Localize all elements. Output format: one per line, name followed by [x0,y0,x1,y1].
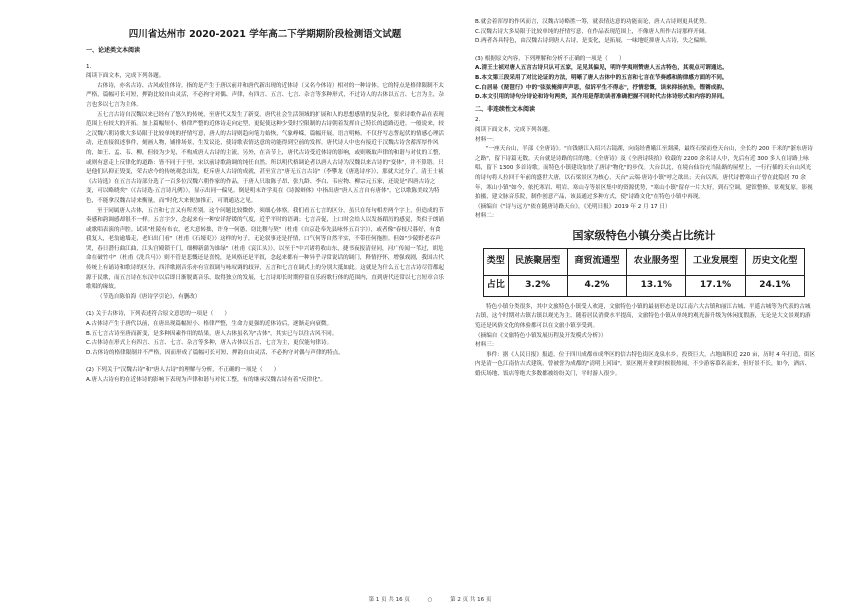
answer-option: C.白居易《琵琶行》中的"弦弦掩抑声声思，似诉平生不得志"，抒情悲慨，读来抑扬抗坠，铿锵成韵。 [475,84,728,91]
instruction: 阅读下面文本，完成下列各题。 [86,73,165,80]
page-footer [0,595,860,603]
material-source: （摘编自《"诗与远方"依在随唐诗路天台》，《光明日报》2019 年 2 月 17 日） [475,203,671,210]
material-label: 材料二： [475,213,498,220]
question-stem: (3) 根据原文内容，下列理解和分析不正确的一项是（ ） [475,55,625,62]
answer-option: D.本文引用的诗句分诗论和诗句两类，其作用是帮助读者准确把握不同时代古体诗形式和内容的异同。 [475,94,728,101]
answer-option: D.两者各具特色，由汉魏古诗到唐人古诗，是变化，是拓展，一味地贬抑唐人古诗，失之偏颇。 [475,38,711,45]
table-row [484,275,805,296]
answer-option: D.古体诗的格律限制并不严格，因而形成了篇幅可长可短、押韵自由灵活、不必拘守对偶与声律的特点。 [86,349,344,356]
material-label: 材料三： [475,342,498,349]
answer-option: C.汉魏古诗大多局限于比较单纯的抒情写意，在作品表现范围上，不像唐人所作古诗那样开阔。 [475,28,711,35]
table-header-cell: 历史文化型 [745,248,804,275]
material-text: 特色小镇分类很多，其中文旅特色小镇受人欢迎，文旅特色小镇的最初形态是以江南六大古镇和丽江古城、平遥古城等为代表的古城古镇，这个时期对古镇古镇以观光为主，随着居民消费水平提高，文旅特色小镇从单纯的观光游升级为休闲度假游，无论是大文景观的游览还是风俗文化的体验都可以在文旅小镇享受到。 [475,303,811,330]
section-heading: 一、论述类文本阅读 [86,47,141,54]
left-page [86,18,444,386]
material-label: 材料一： [475,136,498,143]
table-header-cell: 商贸流通型 [567,248,626,275]
answer-option: B.五七言古诗至唐而新变，是多种因素作用的结果，唐人古体虽名为"古体"，其实已与以往古风不同。 [86,330,338,337]
answer-option: C.古体诗在形式上有四言、五言、七言、杂言等多种，唐人古体以五言、七言为主，更仅能句律诗。 [86,340,333,347]
table-cell: 13.1% [627,275,686,296]
section-heading: 二、非连续性文本阅读 [475,105,536,113]
material-text: 事件：据《人民日报》报道，位于四川成都市成华区的信古特色街区龙泉水乡，投资巨大，占地面积近 220 亩，历时 4 年打造，街区内是清一色江南仿古式建筑，曾被誉为成都的"清明上河园"。景区刚开业的时候很热闹，不少游客慕名而来，但好景不长，如今，酒店、婚庆场地、饭店等绝大多数都被纷纷关门，平时游人很少。 [475,351,816,378]
page-number-right: 第 2 页 共 16 页 [450,597,492,603]
question-stem: (2) 下列关于"汉魏古诗"和"唐人古诗"的理解与分析，不正确的一项是（ ） [86,367,280,374]
answer-option: A.唐人古诗有的在近体诗的影响下表现为声律和谐与对仗工整，有的继承汉魏古诗有着"反律化"。 [86,377,326,383]
question-number: 2. [475,117,481,124]
table-cell: 3.2% [508,275,567,296]
chart-title: 国家级特色小镇分类占比统计 [572,228,716,242]
category-table [483,248,805,297]
question-number: 1. [86,63,92,70]
table-header-cell: 农业服务型 [627,248,686,275]
right-page [475,18,815,380]
table-cell: 4.2% [567,275,626,296]
instruction: 阅读下面文本，完成下列各题。 [475,126,554,133]
table-header-cell: 类型 [484,248,509,275]
material-text: "一座天台山，半部《全唐诗》。"自钱塘江入绍兴古镜湖，向南经曹娥江至剡溪，最终石梁而登天台山，全长约 200 千米的"浙东唐诗之路"，留下诗篇无数。天台就是诗路的目的地。《全唐诗》及《全唐诗续拾》收载的 2200 余名诗人中，先后有近 300 多人在诗路上咏唱，留下 1300 多首诗歌。而特色小镇建设加快了唐诗"物化"的步伐。大台以北，在境台仙谷充当陆路的屋壁上，一行行插的天台山风光的诗句将人拉回千年前的盛世大唐，以石梁景区为核心，天台"云端·唐诗小镇"呼之欲出；天台以西，唐代诗僧寒山子曾在此隐居 70 余年，寒山小镇"如今，依托寒岩、明岩、寒山寺等景区集中的资源优势，"寒山小镇"留存一片大好，到石空调，建馆整修，景观复原，影视拍摄，建文脉音乐院，制作创意产品，该县通过多种方式，使"诗路文化"在特色小镇中再现。 [475,146,813,201]
table-header-cell: 工业发展型 [686,248,745,275]
passage-source: （节选自陈伯海《唐诗学引论》，有删改） [97,293,201,300]
passage-paragraph: 至于同属唐人古体，五言和七言又有所差别。这个问题比较微妙，须细心体察。我们看五七言的区分，虽只在每句相差两个字上，但造成的节奏感和韵调感却很不一样。五言字少，念起来有一种安详舒缓的气度，近乎平时的语调；七言音促，上口时会给人以发扬蹈厉的感觉，类似于朗诵或歌唱表演的声腔。试读"杜陵有布衣，老大意转拙，许身一何愚，窃比稷与契"（杜甫《自京赴奉先县咏怀五百字》），或者像"春枝尺暮好，有食我复人，老翁逾墙走，老妇出门看"（杜甫《石壕吏》）这样的句子，无论叙事还是抒情，口气何等自然平实，不带任何拖腔。但如"少陵野老吞声哭，春日潜行曲江曲，江头宫殿锁千门，细柳新蒲为谁绿"（杜甫《哀江头》），以至于"中兴诸将收山东，捷书夜报清昼同，河广传闻一苇过，胡危命在破竹中"（杜甫《洗兵马》）则不管是悲慨还是喜悦，是风格还是平叙，念起来都有一种异乎寻常说话的调门，释情抒怀，增强戏剧，我国古代传统上有诵诗和歌诗的区分，西洋歌剧音乐亦有宣叙调与咏叹调的歧异，五言和七言在调式上的分别大抵如此。这就是为什么五七言古诗尽管都起源于民歌，而五言诗在东汉中以后即日渐脱离音乐，取得独立的发展，七言诗却长时期停留在乐府歌行体的范围内，直到唐代还常以七言短章合乐歌唱的缘故。 [86,207,445,291]
table-row-label: 占比 [484,275,509,296]
town-category-chart [483,228,805,297]
question-stem: (1) 关于古体诗，下列表述符合原文意思的一项是（ ） [86,311,230,318]
page-number-left: 第 1 页 共 16 页 [368,597,410,603]
exam-title: 四川省达州市 2020-2021 学年高二下学期期阶段检测语文试题 [128,29,402,40]
material-source: （摘编自《文旅特色小镇发展历程及开发模式分析》） [475,332,607,339]
page-separator: ○ [427,597,433,603]
table-header-cell: 民族聚居型 [508,248,567,275]
passage-paragraph: 五七言古诗自汉魏以来已经有了悠久的传统，至唐代又发生了新变。唐代社会生活领域的扩展和人的思想感情的复杂化，要求诗歌作品在表现范围上有较大的开拓。加上篇幅短小、格律严整的近体诗走向定型，更促使这种少受时空限制的古诗朝着发挥自己特长的道路迈进。一般说来，较之汉魏六朝诗歌大多局限于比较单纯的抒情写意，唐人的古诗则趋向笔力始恢，气象峥嵘，篇幅开展，语言明畅，不仅抒写志誓起伏的情感心理活动，还直接叙述事件，刻画人物，铺排场景，生发议论，使诗歌表情达意的功能得到空前的发挥。唐代诗人中也有接近于汉魏古诗含蓄浑厚作风的，如王、孟、韦、柳，但较为少见，不构成唐人古诗的主流。另外，在音节上，唐代古诗受近体诗的影响，或则吸取声律的和谐与对仗的工整，或则有意走上反律化的道路：皆不同于于里，宋以前诗歌韵调的纯任自然。所以明代格调论者以唐人古诗为汉魏以来古诗的"变体"，并不算错。只是他们认抑正毁变，荣古虐今的传统观念出发，贬斥唐人古诗的成就，甚至宣言"唐无五言古诗"（李攀龙《唐选诗序》），那就大过分了。清王士祯《古诗选》在五言古诗部分选了一百多位汉魏六朝作家的作品，于唐人只取陈子昂、张九龄、李白、韦应物、柳宗元五家，还说是"四唐古诗之变，可以略晓矣"（《古诗选·五言诗凡例》），显示出同一偏见。倒是明末许学夷在《诗源辩体》中指出唐"唐人五言自有唐体"，它以歌陈美纹为特色，不能拿汉魏古诗来衡量，而"时化大来便加推正，可谓通达之见。 [86,111,445,204]
answer-option: B.就会着浑厚的作风而言，汉魏古诗略胜一筹，就表情达意的功能而论，唐人古诗则更具优势。 [475,19,710,25]
table-header-row [484,248,805,275]
answer-option: A.清王士祯对唐人五言古诗只认可五家，足见其偏见，明许学夷则赞唐人五古特色，其观点可谓通达。 [475,65,728,72]
answer-option: A.古体诗产生于唐代以前，在唐出现篇幅短小、格律严整，生命力更强的近体诗后，逐渐走向衰微。 [86,321,333,328]
table-cell: 17.1% [686,275,745,296]
passage-paragraph: 古体诗，亦名古诗、古风或往体诗。指的是产生于唐以前并和唐代新出现的近体诗（又名今体诗）相对的一种诗体。它的特点是格律限制不太严格，篇幅可长可短，押韵比较自由灵活，不必拘守对偶、声律，有四言、五言、七言、杂言等多种形式，不过诗人的古体以五言、七言为主，杂言也多以七言为主体。 [86,82,445,108]
answer-option: B.本文第三段采用了对比论证的方法，明晰了唐人古体中的五言和七言在节奏感和韵律感方面的不同。 [475,74,728,81]
table-cell: 24.1% [745,275,804,296]
